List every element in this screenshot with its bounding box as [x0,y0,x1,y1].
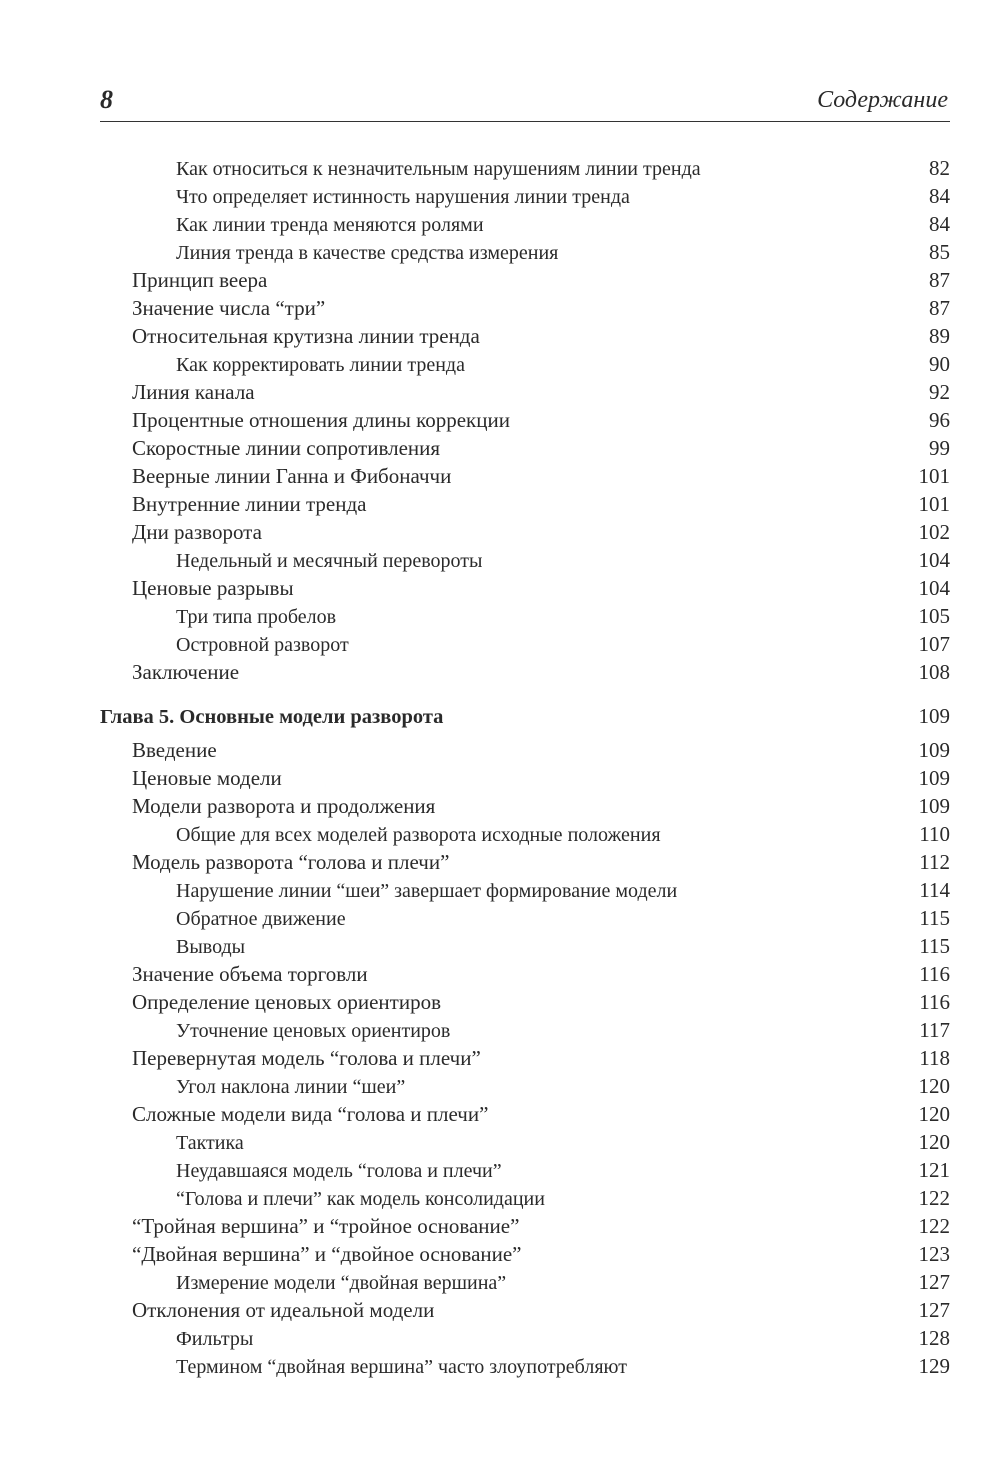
toc-entry-row[interactable] [100,518,950,546]
toc-entry-title: Обратное движение [176,908,346,930]
toc-entry-title: Термином “двойная вершина” часто злоупотребляют [176,1356,627,1378]
toc-entry-row[interactable] [100,792,950,820]
toc-entry-row[interactable] [100,960,950,988]
toc-entry-row[interactable] [100,1324,950,1352]
toc-entry-title: Угол наклона линии “шеи” [176,1076,406,1098]
toc-entry-row[interactable] [100,490,950,518]
toc-entry-title: Принцип веера [132,268,268,292]
toc-entry-title: Дни разворота [132,520,262,544]
toc-entry-title: “Тройная вершина” и “тройное основание” [132,1214,520,1238]
toc-entry-page: 89 [929,324,950,348]
toc-entry-page: 116 [919,990,950,1014]
toc-entry-row[interactable] [100,904,950,932]
header-rule [100,121,950,122]
toc-entry-page: 109 [918,794,950,818]
toc-entry-row[interactable] [100,574,950,602]
toc-entry-page: 122 [918,1186,950,1210]
toc-entry-title: Выводы [176,936,246,958]
toc-entry-row[interactable] [100,1016,950,1044]
toc-entry-row[interactable] [100,1268,950,1296]
toc-entry-page: 127 [918,1298,950,1322]
toc-entry-page: 105 [918,604,950,628]
toc-entry-row[interactable] [100,988,950,1016]
toc-entry-page: 92 [929,380,950,404]
toc-entry-title: Три типа пробелов [176,606,337,628]
toc-entry-page: 116 [919,962,950,986]
toc-entry-row[interactable] [100,658,950,686]
toc-entry-page: 127 [918,1270,950,1294]
toc-entry-row[interactable] [100,1156,950,1184]
toc-entry-title: Веерные линии Ганна и Фибоначчи [132,464,452,488]
toc-entry-page: 85 [929,240,950,264]
toc-entry-page: 115 [919,934,950,958]
toc-entry-page: 110 [919,822,950,846]
toc-entry-title: Значение числа “три” [132,296,326,320]
toc-entry-row[interactable] [100,1240,950,1268]
toc-entry-page: 122 [918,1214,950,1238]
toc-entry-title: Внутренние линии тренда [132,492,367,516]
toc-entry-page: 87 [929,296,950,320]
toc-entry-title: Уточнение ценовых ориентиров [176,1020,451,1042]
toc-entry-row[interactable] [100,210,950,238]
toc-entry-title: Модели разворота и продолжения [132,794,436,818]
toc-entry-row[interactable] [100,1212,950,1240]
toc-entry-row[interactable] [100,1100,950,1128]
toc-entry-row[interactable] [100,848,950,876]
toc-entry-page: 108 [918,660,950,684]
toc-entry-row[interactable] [100,820,950,848]
toc-entry-row[interactable] [100,350,950,378]
toc-entry-page: 84 [929,212,950,236]
toc-entry-title: Недельный и месячный перевороты [176,550,483,572]
toc-entry-page: 121 [918,1158,950,1182]
toc-entry-page: 109 [918,766,950,790]
toc-entry-row[interactable] [100,602,950,630]
toc-entry-page: 118 [919,1046,950,1070]
toc-entry-page: 112 [919,850,950,874]
toc-entry-row[interactable] [100,876,950,904]
toc-entry-title: “Двойная вершина” и “двойное основание” [132,1242,522,1266]
toc-entry-page: 102 [918,520,950,544]
toc-entry-page: 109 [918,738,950,762]
toc-entry-page: 128 [918,1326,950,1350]
toc-entry-page: 107 [918,632,950,656]
toc-entry-title: Как линии тренда меняются ролями [176,214,484,236]
toc-entry-page: 96 [929,408,950,432]
running-head-title: Содержание [817,87,948,113]
toc-entry-title: Островной разворот [176,634,349,656]
toc-entry-page: 120 [918,1130,950,1154]
toc-entry-title: Как относиться к незначительным нарушениям линии тренда [176,158,701,180]
toc-entry-title: Ценовые модели [132,766,282,790]
toc-entry-row[interactable] [100,1044,950,1072]
toc-entry-row[interactable] [100,238,950,266]
toc-entry-page: 114 [919,878,950,902]
toc-entry-page: 120 [918,1074,950,1098]
toc-entry-page: 101 [918,464,950,488]
toc-entry-page: 115 [919,906,950,930]
toc-entry-page: 109 [918,704,950,728]
toc-entry-title: Измерение модели “двойная вершина” [176,1272,507,1294]
toc-entry-row[interactable] [100,1296,950,1324]
toc-entry-title: Процентные отношения длины коррекции [132,408,510,432]
toc-entry-title: Введение [132,738,217,762]
toc-entry-row[interactable] [100,322,950,350]
toc-entry-row[interactable] [100,154,950,182]
toc-entry-page: 104 [918,548,950,572]
page-number: 8 [100,85,113,114]
toc-entry-row[interactable] [100,1352,950,1380]
toc-entry-title: Определение ценовых ориентиров [132,990,442,1014]
toc-entry-title: Ценовые разрывы [132,576,294,600]
toc-entry-page: 84 [929,184,950,208]
toc-entry-row[interactable] [100,406,950,434]
toc-entry-row[interactable] [100,182,950,210]
toc-entry-row[interactable] [100,764,950,792]
toc-entry-page: 123 [918,1242,950,1266]
toc-entry-row[interactable] [100,1184,950,1212]
toc-entry-row[interactable] [100,1072,950,1100]
toc-entry-title: Нарушение линии “шеи” завершает формирование модели [176,880,678,902]
toc-entry-title: Перевернутая модель “голова и плечи” [132,1046,481,1070]
toc-entry-title: Фильтры [176,1328,254,1350]
toc-entry-page: 99 [929,436,950,460]
toc-entry-title: Сложные модели вида “голова и плечи” [132,1102,489,1126]
toc-entry-row[interactable] [100,294,950,322]
toc-entry-title: Неудавшаяся модель “голова и плечи” [176,1160,502,1182]
toc-entry-page: 117 [919,1018,950,1042]
toc-entry-title: Линия канала [132,380,255,404]
toc-entry-title: Глава 5. Основные модели разворота [100,706,444,728]
toc-entry-title: Что определяет истинность нарушения линии тренда [176,186,630,208]
toc-entry-row[interactable] [100,630,950,658]
toc-chapter-row[interactable] [100,702,950,730]
table-of-contents [100,154,950,1380]
toc-entry-page: 120 [918,1102,950,1126]
toc-entry-row[interactable] [100,462,950,490]
toc-entry-page: 129 [918,1354,950,1378]
toc-entry-title: Значение объема торговли [132,962,368,986]
toc-entry-row[interactable] [100,1128,950,1156]
toc-entry-page: 101 [918,492,950,516]
toc-entry-title: Модель разворота “голова и плечи” [132,850,450,874]
toc-entry-title: Общие для всех моделей разворота исходные положения [176,824,661,846]
toc-entry-row[interactable] [100,266,950,294]
toc-entry-title: Тактика [176,1132,244,1154]
toc-entry-page: 90 [929,352,950,376]
toc-entry-title: Заключение [132,660,240,684]
toc-entry-page: 104 [918,576,950,600]
toc-entry-title: “Голова и плечи” как модель консолидации [176,1188,545,1210]
toc-entry-page: 87 [929,268,950,292]
toc-entry-title: Отклонения от идеальной модели [132,1298,435,1322]
toc-entry-title: Скоростные линии сопротивления [132,436,441,460]
toc-entry-row[interactable] [100,546,950,574]
toc-entry-title: Линия тренда в качестве средства измерения [176,242,559,264]
toc-entry-row[interactable] [100,434,950,462]
toc-entry-row[interactable] [100,378,950,406]
toc-entry-title: Как корректировать линии тренда [176,354,465,376]
toc-entry-row[interactable] [100,736,950,764]
toc-entry-page: 82 [929,156,950,180]
toc-entry-row[interactable] [100,932,950,960]
toc-entry-title: Относительная крутизна линии тренда [132,324,480,348]
